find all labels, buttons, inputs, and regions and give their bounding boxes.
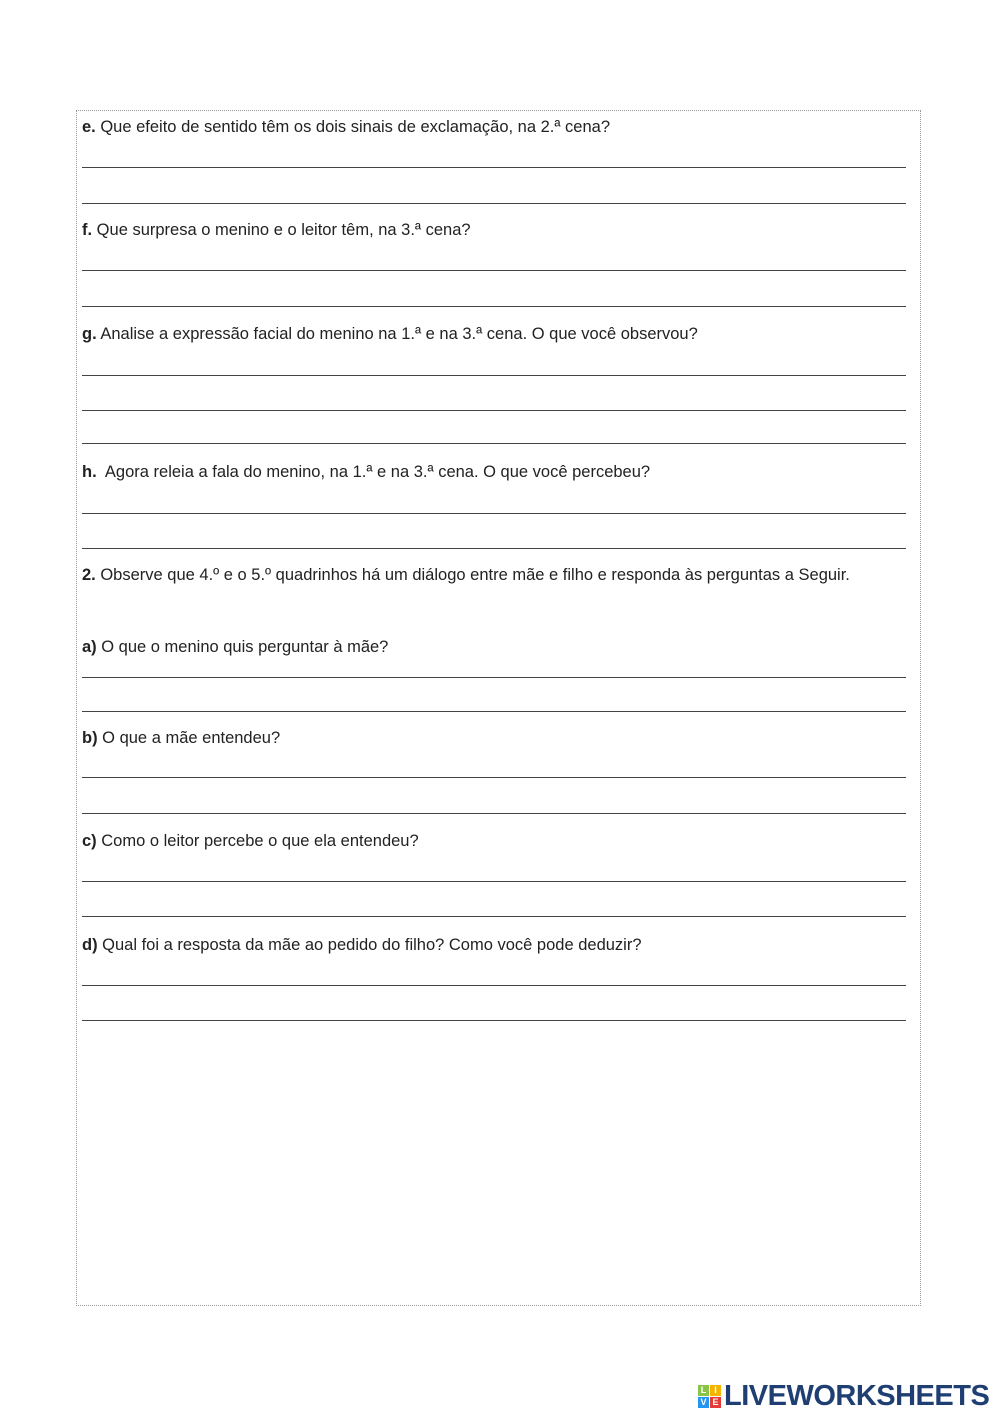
- question-f: f. Que surpresa o menino e o leitor têm, na 3.ª cena?: [82, 221, 471, 239]
- answer-line[interactable]: [82, 270, 906, 271]
- answer-line[interactable]: [82, 711, 906, 712]
- answer-line[interactable]: [82, 548, 906, 549]
- answer-line[interactable]: [82, 881, 906, 882]
- answer-line[interactable]: [82, 306, 906, 307]
- content-frame: [76, 110, 921, 1306]
- answer-line[interactable]: [82, 777, 906, 778]
- question-2: 2. Observe que 4.º e o 5.º quadrinhos há um diálogo entre mãe e filho e responda às perguntas a Seguir.: [82, 566, 850, 584]
- question-c: c) Como o leitor percebe o que ela entendeu?: [82, 832, 419, 850]
- answer-line[interactable]: [82, 167, 906, 168]
- answer-line[interactable]: [82, 203, 906, 204]
- question-e: e. Que efeito de sentido têm os dois sinais de exclamação, na 2.ª cena?: [82, 118, 611, 136]
- answer-line[interactable]: [82, 513, 906, 514]
- question-a: a) O que o menino quis perguntar à mãe?: [82, 638, 389, 656]
- answer-line[interactable]: [82, 375, 906, 376]
- logo-block: E: [710, 1397, 721, 1408]
- answer-line[interactable]: [82, 916, 906, 917]
- answer-line[interactable]: [82, 1020, 906, 1021]
- answer-line[interactable]: [82, 443, 906, 444]
- logo-block: L: [698, 1385, 709, 1396]
- answer-line[interactable]: [82, 410, 906, 411]
- question-b: b) O que a mãe entendeu?: [82, 729, 281, 747]
- logo-block: V: [698, 1397, 709, 1408]
- question-d: d) Qual foi a resposta da mãe ao pedido do filho? Como você pode deduzir?: [82, 936, 642, 954]
- question-h: h. Agora releia a fala do menino, na 1.ª e na 3.ª cena. O que você percebeu?: [82, 463, 651, 481]
- liveworksheets-logo: [698, 1380, 989, 1413]
- answer-line[interactable]: [82, 813, 906, 814]
- answer-line[interactable]: [82, 985, 906, 986]
- question-g: g. Analise a expressão facial do menino na 1.ª e na 3.ª cena. O que você observou?: [82, 325, 698, 343]
- logo-blocks-icon: [698, 1385, 721, 1408]
- logo-text: LIVEWORKSHEETS: [724, 1380, 990, 1412]
- answer-line[interactable]: [82, 677, 906, 678]
- logo-block: I: [710, 1385, 721, 1396]
